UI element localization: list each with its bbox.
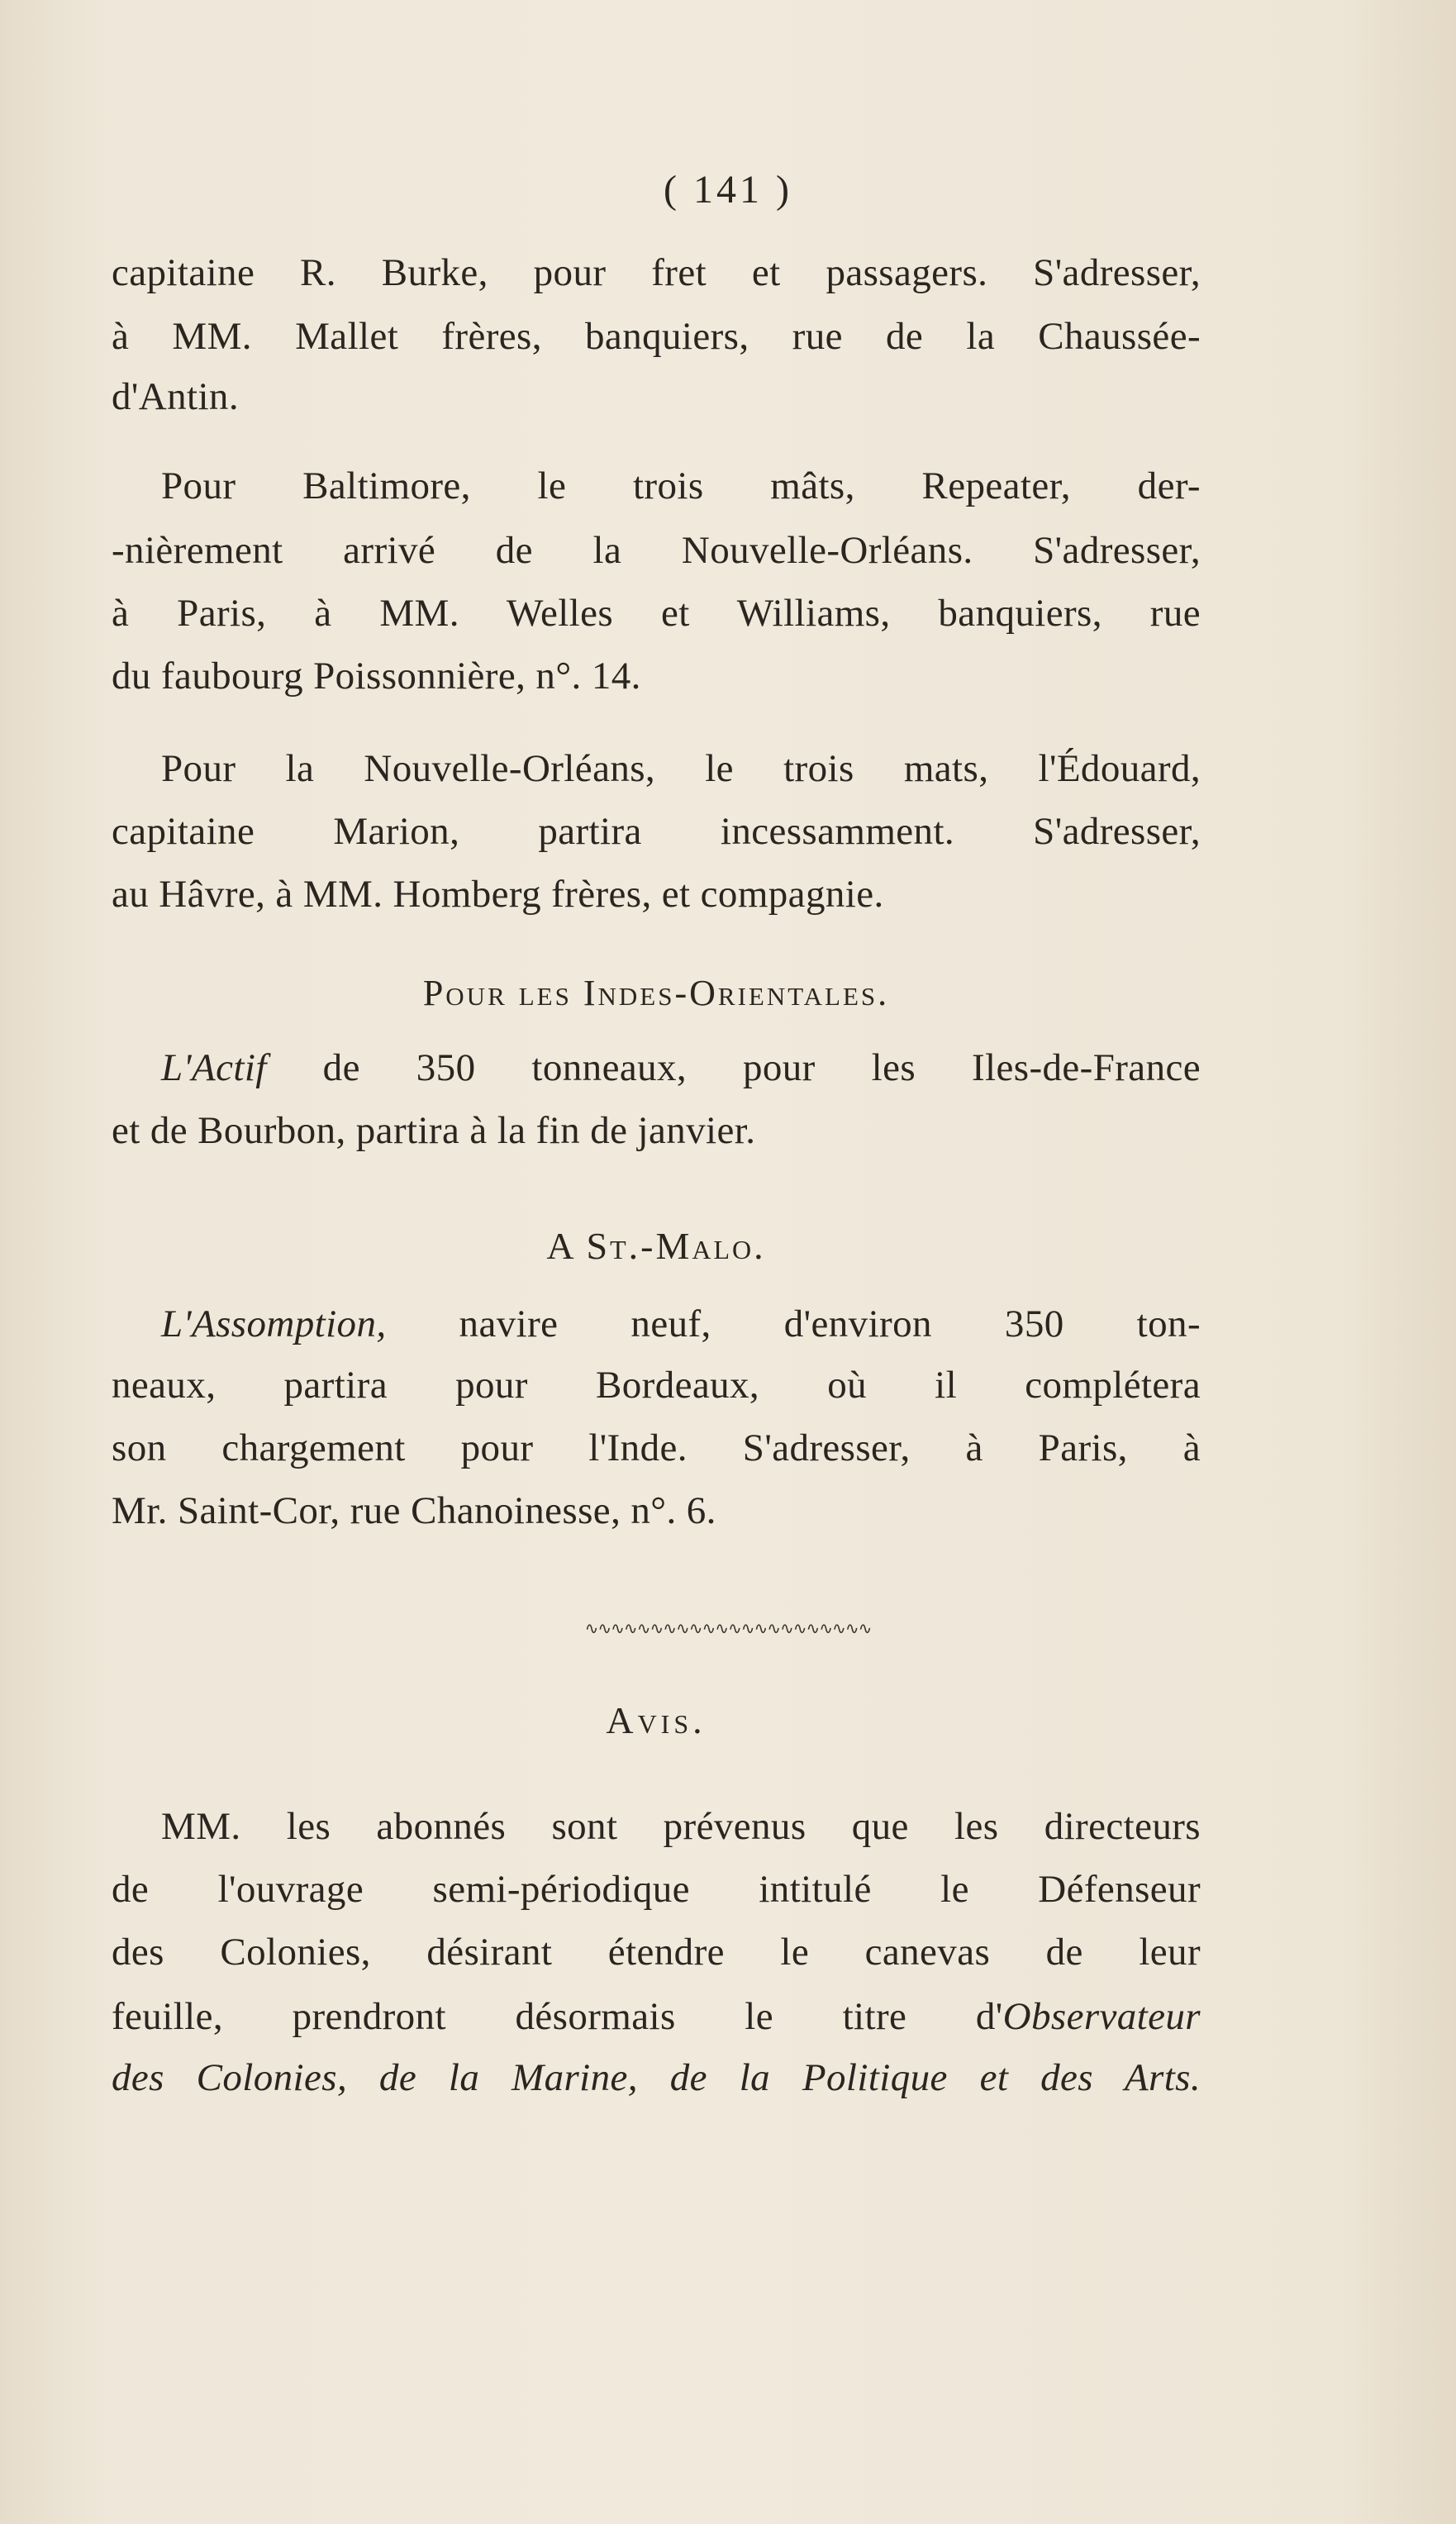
paragraph-6-line-4: [112, 1992, 1201, 2041]
page-number: ( 141 ): [664, 168, 792, 212]
paragraph-5-line-4: Mr. Saint-Cor, rue Chanoinesse, n°. 6.: [112, 1489, 716, 1532]
paragraph-2-line-4: du faubourg Poissonnière, n°. 14.: [112, 655, 641, 698]
paragraph-1-line-3: d'Antin.: [112, 375, 239, 418]
paragraph-6-line-1: MM. les abonnés sont prévenus que les directeurs: [161, 1805, 1201, 1848]
ship-name-assomption: L'Assomption,: [161, 1302, 387, 1345]
paragraph-3-line-1: Pour la Nouvelle-Orléans, le trois mats, l'Édouard,: [161, 747, 1201, 790]
heading-st-malo: A St.-Malo.: [546, 1225, 766, 1267]
heading-indes-orientales: Pour les Indes-Orientales.: [422, 973, 890, 1013]
paragraph-5-line-2: neaux, partira pour Bordeaux, où il complétera: [112, 1364, 1201, 1407]
paragraph-4-line-1-rest: de 350 tonneaux, pour les Iles-de-France: [266, 1046, 1201, 1089]
paragraph-2-line-1-text: Pour Baltimore, le trois mâts, Repeater, der-: [161, 464, 1201, 507]
paragraph-2-line-1: [161, 461, 1201, 511]
paragraph-6-line-4-italic: Observateur: [1002, 1995, 1201, 2038]
paragraph-1-line-1: capitaine R. Burke, pour fret et passagers. S'adresser,: [112, 251, 1201, 294]
heading-avis: Avis.: [606, 1699, 707, 1741]
paragraph-2-line-2: -nièrement arrivé de la Nouvelle-Orléans. S'adresser,: [112, 529, 1201, 572]
paragraph-3-line-2: capitaine Marion, partira incessamment. S'adresser,: [112, 810, 1201, 853]
paragraph-6-line-2: de l'ouvrage semi-périodique intitulé le Défenseur: [112, 1868, 1201, 1911]
paragraph-6-line-5: des Colonies, de la Marine, de la Politique et des Arts.: [112, 2056, 1201, 2099]
paragraph-6-line-4-start: feuille, prendront désormais le titre d': [112, 1995, 1003, 2038]
paragraph-5-line-1-rest: navire neuf, d'environ 350 ton-: [386, 1302, 1201, 1345]
paragraph-4-line-1: [161, 1043, 1201, 1093]
paragraph-1-line-2: à MM. Mallet frères, banquiers, rue de la Chaussée-: [112, 315, 1201, 358]
paragraph-4-line-2: et de Bourbon, partira à la fin de janvier.: [112, 1109, 756, 1152]
paragraph-5-line-1: [161, 1299, 1201, 1349]
paragraph-5-line-3: son chargement pour l'Inde. S'adresser, à Paris, à: [112, 1426, 1201, 1469]
paragraph-6-line-3: des Colonies, désirant étendre le canevas de leur: [112, 1931, 1201, 1974]
paragraph-3-line-3: au Hâvre, à MM. Homberg frères, et compagnie.: [112, 873, 884, 916]
paragraph-2-line-3: à Paris, à MM. Welles et Williams, banquiers, rue: [112, 592, 1201, 635]
ornamental-divider: ∿∿∿∿∿∿∿∿∿∿∿∿∿∿∿∿∿∿∿∿∿∿: [584, 1620, 872, 1638]
ship-name-actif: L'Actif: [161, 1046, 267, 1089]
